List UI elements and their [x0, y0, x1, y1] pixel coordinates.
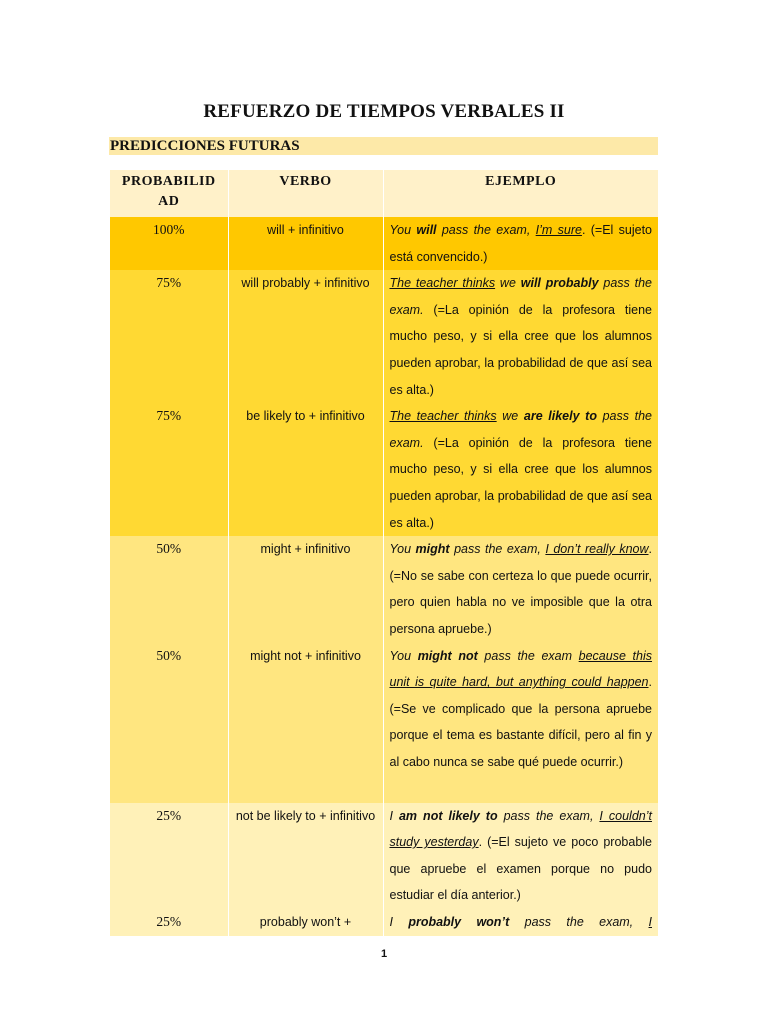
probability-cell: 25% — [110, 909, 228, 936]
header-probability: PROBABILID AD — [110, 170, 228, 217]
tense-table — [110, 170, 658, 936]
header-example: EJEMPLO — [485, 174, 557, 189]
verb-cell: will probably + infinitivo — [228, 270, 383, 403]
example-cell: The teacher thinks we are likely to pass the exam. (=La opinión de la profesora tiene mucho peso, y si ella cree que los alumnos pueden aprobar, la probabilidad de que así sea es alta.) — [389, 409, 652, 530]
verb-cell: probably won’t + — [228, 909, 383, 936]
section-title: PREDICCIONES FUTURAS — [109, 137, 658, 155]
verb-cell: not be likely to + infinitivo — [228, 803, 383, 909]
example-cell: You might pass the exam, I don’t really know. (=No se sabe con certeza lo que puede ocurrir, pero quien habla no ve imposible que la otra persona apruebe.) — [389, 542, 652, 636]
table-row — [110, 909, 658, 936]
example-cell: You might not pass the exam because this unit is quite hard, but anything could happen. (=Se ve complicado que la persona apruebe porque el tema es bastante difícil, pero al fin y al cabo nunca se sabe qué puede ocurrir.) — [389, 648, 652, 769]
verb-cell: might not + infinitivo — [228, 643, 383, 803]
header-verb: VERBO — [228, 170, 383, 217]
table-row — [110, 403, 658, 536]
table-row — [110, 217, 658, 270]
probability-cell: 50% — [110, 643, 228, 803]
verb-cell: will + infinitivo — [228, 217, 383, 270]
probability-cell: 75% — [110, 270, 228, 403]
probability-cell: 100% — [110, 217, 228, 270]
probability-cell: 25% — [110, 803, 228, 909]
table-header-row — [110, 170, 658, 217]
verb-cell: might + infinitivo — [228, 536, 383, 642]
table-row — [110, 536, 658, 642]
example-cell: You will pass the exam, I’m sure. (=El sujeto está convencido.) — [389, 223, 652, 264]
example-cell: The teacher thinks we will probably pass the exam. (=La opinión de la profesora tiene mucho peso, y si ella cree que los alumnos pueden aprobar, la probabilidad de que así sea es alta.) — [389, 276, 652, 397]
table-row — [110, 803, 658, 909]
example-cell: I am not likely to pass the exam, I couldn’t study yesterday. (=El sujeto ve poco probable que apruebe el examen porque no pudo estudiar el día anterior.) — [389, 808, 653, 903]
probability-cell: 75% — [110, 403, 228, 536]
example-cell: I probably won’t pass the exam, I — [389, 914, 652, 929]
probability-cell: 50% — [110, 536, 228, 642]
verb-cell: be likely to + infinitivo — [228, 403, 383, 536]
table-row — [110, 270, 658, 403]
page-number: 1 — [380, 948, 388, 960]
document-title: REFUERZO DE TIEMPOS VERBALES II — [203, 101, 565, 122]
table-row — [110, 643, 658, 803]
